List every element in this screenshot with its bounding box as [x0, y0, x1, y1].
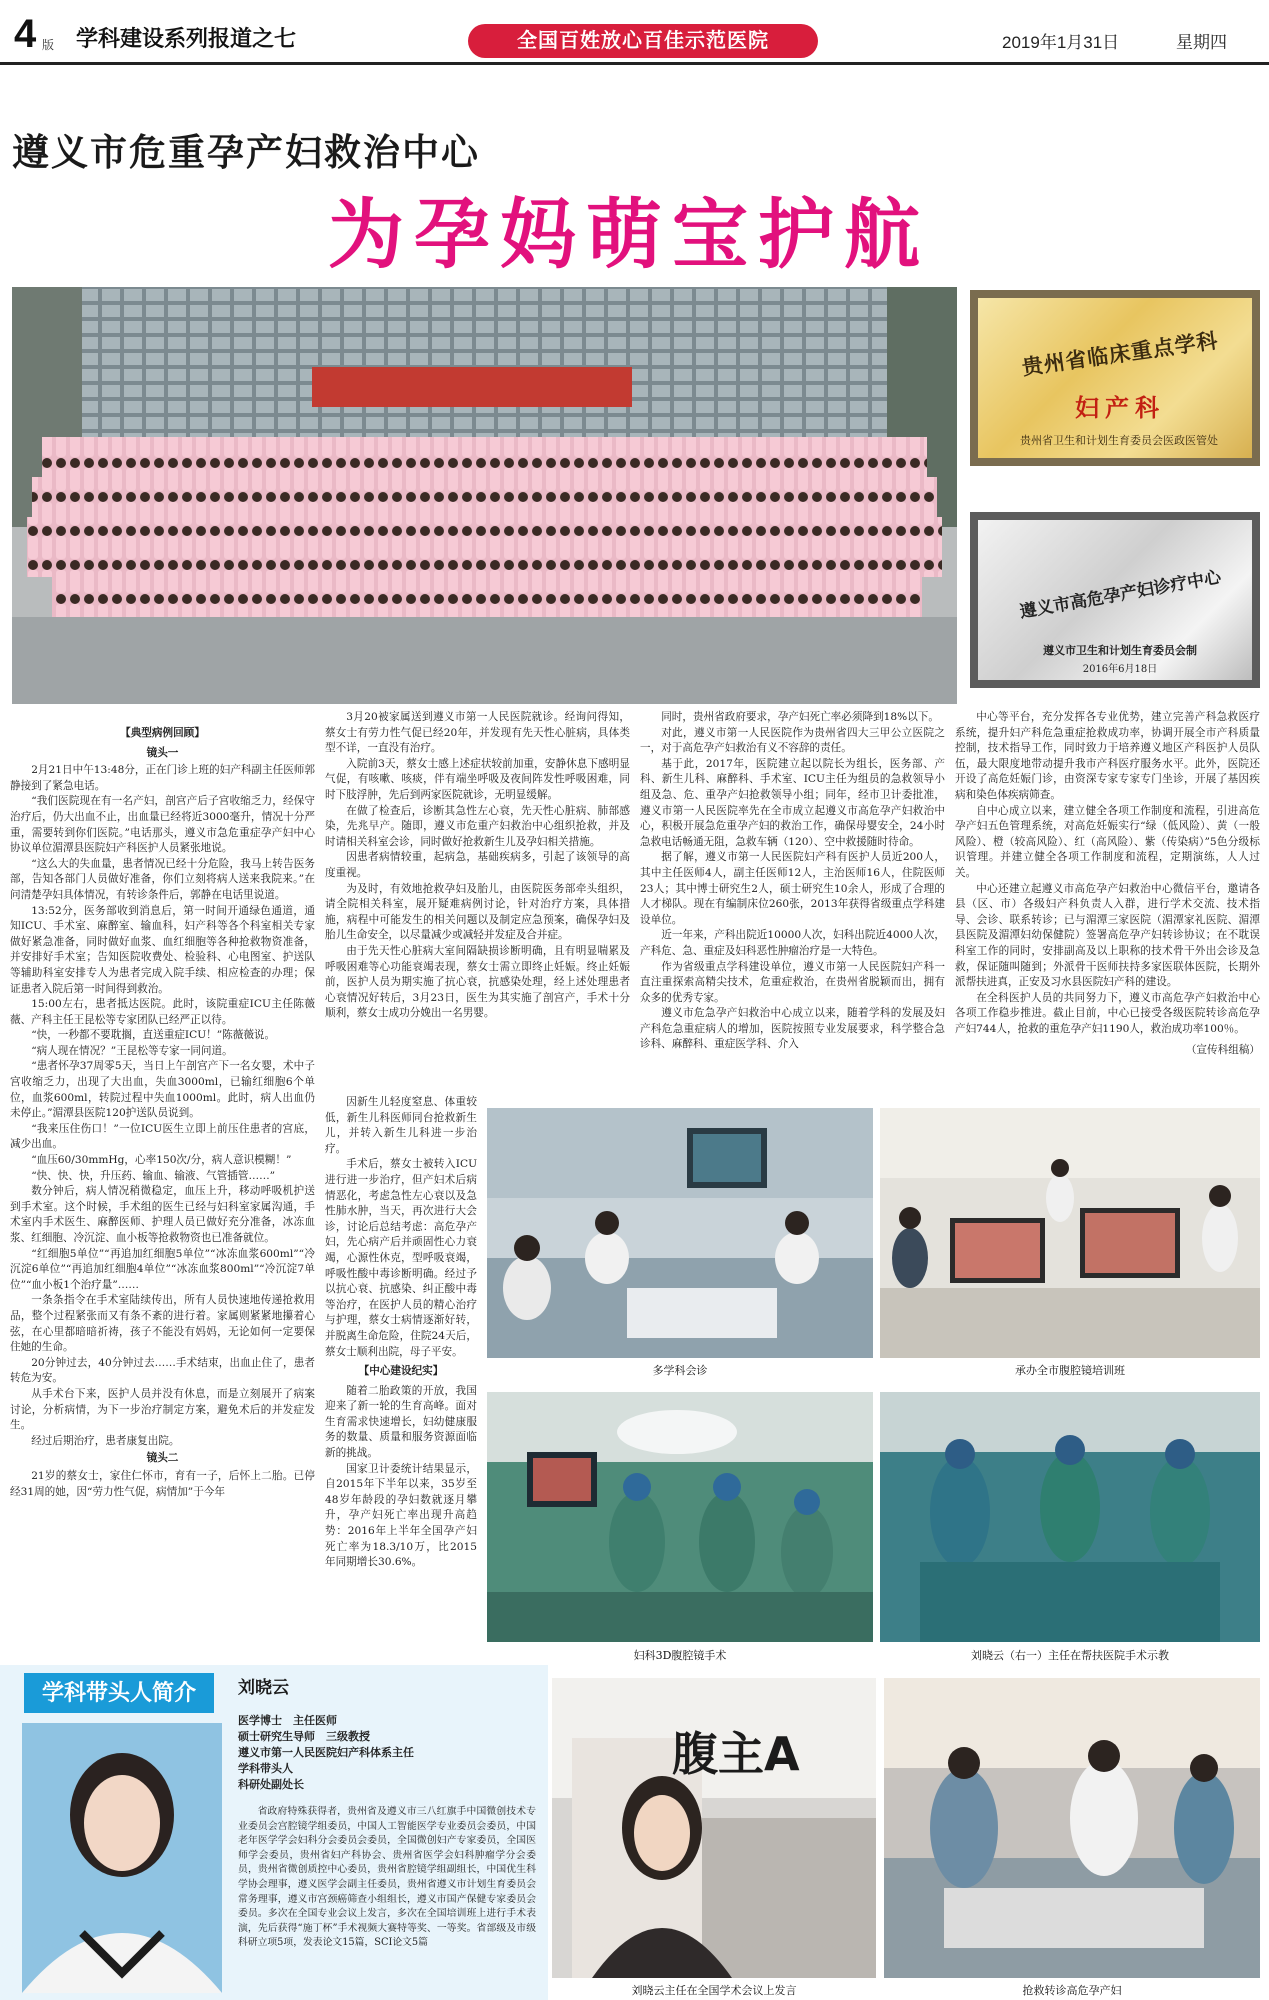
leader-title: 硕士研究生导师 三级教授 [238, 1731, 370, 1743]
plaque2-title: 遵义市高危孕产妇诊疗中心 [1018, 567, 1223, 623]
caption-photo5: 刘晓云主任在全国学术会议上发言 [631, 1984, 797, 1997]
paragraph: 自中心成立以来，建立健全各项工作制度和流程，引进高危孕产妇五色管理系统，对高危妊娠实行“绿（低风险）、黄（一般风险）、橙（较高风险）、红（高风险）、紫（传染病）”5色分级标识管理。并建立健全各项工作制度和流程，定期演练，人人过关。 [955, 804, 1260, 879]
shot2-heading: 镜头二 [146, 1452, 179, 1465]
section-heading-cases: 【典型病例回顾】 [120, 727, 205, 739]
shot1-heading: 镜头一 [146, 746, 179, 759]
paragraph: 遵义市危急孕产妇救治中心成立以来，随着学科的发展及妇产科危急重症病人的增加，医院按照专业发展要求，科学整合急诊科、麻醉科、重症医学科、介入 [640, 1007, 945, 1051]
column-1 [10, 722, 315, 1652]
paragraph: 2月21日中午13:48分，正在门诊上班的妇产科副主任医师郭静接到了紧急电话。 [10, 764, 315, 792]
paragraph: 21岁的蔡女士，家住仁怀市，育有一子，后怀上二胎。已停经31周的她，因“劳力性气促，病情加”于今年 [10, 1469, 315, 1498]
page-number: 4 [14, 12, 37, 56]
paragraph: “快、快、快，升压药、输血、输液、气管插管……” [31, 1169, 276, 1182]
paragraph: 对此，遵义市第一人民医院作为贵州省四大三甲公立医院之一，对于高危孕产妇救治有义不容辞的责任。 [640, 726, 945, 755]
page-ban-label: 版 [42, 38, 55, 52]
paragraph: 从手术台下来，医护人员并没有休息，而是立刻展开了病案讨论，分析病情，为下一步治疗制定方案，避免术后的并发症发生。 [10, 1387, 315, 1432]
discipline-leader-box [0, 1665, 548, 2000]
column-2 [325, 710, 630, 1095]
caption-photo6: 抢救转诊高危孕产妇 [1022, 1984, 1122, 1997]
article-subtitle: 遵义市危重孕产妇救治中心 [12, 130, 480, 174]
plaque1-title: 贵州省临床重点学科 [1020, 327, 1220, 380]
photo-emergency-transfer [884, 1678, 1260, 1978]
caption-photo3: 妇科3D腹腔镜手术 [633, 1649, 727, 1662]
paragraph: 中心等平台，充分发挥各专业优势，建立完善产科急救医疗系统，提升妇产科危急重症抢救成功率，协调开展全市产科质量控制，技术指导工作，同时致力于培养遵义地区产科医护人员队伍，最大限度地带动提升我市产科医疗服务水平。此外，医院还开设了高危妊娠门诊，由资深专家专家专门坐诊，开展了基因疾病和染色体疾病筛查。 [955, 711, 1260, 801]
photo-academic-conference [552, 1678, 876, 1978]
leader-title-list [238, 1713, 538, 1793]
plaque1-issuer: 贵州省卫生和计划生育委员会医政医管处 [1020, 434, 1218, 447]
paragraph: 中心还建立起遵义市高危孕产妇救治中心微信平台，邀请各县（区、市）各级妇产科负责人入群，进行学术交流、技术指导、会诊、联系转诊；已与湄潭三家医院（湄潭家礼医院、湄潭县医院及湄潭妇幼保健院）签署高危孕产妇转诊协议；在不耽误科室工作的同时，安排副高及以上职称的技术骨干外出会诊及急救，保证随叫随到；外派骨干医师扶持多家医联体医院，长期外派帮扶进真，正安及习水县医院妇产科的建设。 [955, 882, 1260, 989]
paragraph: 20分钟过去，40分钟过去……手术结束，出血止住了，患者转危为安。 [10, 1356, 315, 1385]
paragraph: 为及时，有效地抢救孕妇及胎儿，由医院医务部牵头组织，请全院相关科室，展开疑难病例讨论，针对治疗方案，具体措施，病程中可能发生的相关问题以及制定应急预案，确保孕妇及胎儿生命安全，以尽量减少或减轻并发症及合并症。 [325, 882, 630, 942]
paragraph: 由于先天性心脏病大室间隔缺损诊断明确，且有明显喘累及呼吸困难等心功能衰竭表现，蔡女士需立即终止妊娠。终止妊娠前，医护人员为期实施了抗心衰，抗感染处理，经上述处理患者心衰情况好转后，3月23日，医生为其实施了剖宫产，手术十分顺利，蔡女士成功分娩出一名男婴。 [325, 944, 630, 1020]
paragraph: 数分钟后，病人情况稍微稳定，血压上升，移动呼吸机护送到手术室。这个时候，手术组的医生已经与妇科室家属沟通，手术室内手术医生、麻醉医师、护理人员已做好充分准备，冰冻血浆、红细胞、冷沉淀、血小板等抢救物资也已准备就位。 [10, 1185, 315, 1244]
hospital-slogan-badge: 全国百姓放心百佳示范医院 [468, 24, 818, 58]
paragraph: “快，一秒都不要耽搁，直送重症ICU！”陈薇薇说。 [31, 1029, 276, 1042]
paragraph: 据了解，遵义市第一人民医院妇产科有医护人员近200人，其中主任医师4人，副主任医师12人，主治医师16人，住院医师23人；其中博士研究生2人，硕士研究生10余人，形成了合理的人才梯队。现在有编制床位260张，2013年获得省级重点学科建设单位。 [640, 851, 945, 926]
paragraph: “血压60/30mmHg，心率150次/分，病人意识模糊！” [31, 1154, 292, 1167]
plaque2-issuer: 遵义市卫生和计划生育委员会制 [1043, 644, 1197, 657]
plaque-high-risk-center [970, 512, 1260, 688]
paragraph: “我来压住伤口！”一位ICU医生立即上前压住患者的宫底，减少出血。 [10, 1122, 315, 1151]
paragraph: “患者怀孕37周零5天，当日上午剖宫产下一名女婴，术中子宫收缩乏力，出现了大出血，失血3000ml，已输红细胞6个单位，血浆600ml，转院过程中失血1000ml。此时，病人出血仍未停止。”湄潭县医院120护送队员说到。 [10, 1060, 315, 1120]
paragraph: 经过后期治疗，患者康复出院。 [31, 1434, 180, 1447]
paragraph: “红细胞5单位”“再追加红细胞5单位”“冰冻血浆600ml”“冷沉淀6单位”“再追加红细胞4单位”“冰冻血浆800ml”“冷沉淀7单位”“血小板1个治疗量”…… [10, 1247, 315, 1291]
section-heading-center: 【中心建设纪实】 [358, 1365, 444, 1378]
photo-multidisciplinary-consult [487, 1108, 873, 1358]
caption-photo2: 承办全市腹腔镜培训班 [1015, 1364, 1125, 1377]
paragraph: 一条条指令在手术室陆续传出，所有人员快速地传递抢救用品，整个过程紧张而又有条不紊的进行着。家属则紧紧地攥着心弦，在心里都暗暗祈祷，孩子不能没有妈妈，无论如何一定要保住她的生命。 [10, 1294, 315, 1354]
photo-laparoscopy-training [880, 1108, 1260, 1358]
series-title: 学科建设系列报道之七 [76, 26, 297, 51]
paragraph: “我们医院现在有一名产妇，剖宫产后子宫收缩乏力，经保守治疗后，仍大出血不止，出血量已经将近3000毫升，情况十分严重，需要转到你们医院。”电话那头，遵义市急危重症孕产妇中心协议单位湄潭县医院妇产科医护人员紧张地说。 [10, 795, 315, 855]
paragraph: 入院前3天，蔡女士感上述症状较前加重，安静休息下感明显气促，有咳嗽、咳痰，伴有端坐呼吸及夜间阵发性呼吸困难，同时下肢浮肿，先后到两家医院就诊，无明显缓解。 [325, 757, 630, 801]
column-2-lower [325, 1095, 477, 1655]
paragraph: 同时，贵州省政府要求，孕产妇死亡率必须降到18%以下。 [661, 711, 939, 723]
issue-weekday: 星期四 [1176, 33, 1227, 52]
paragraph: 3月20被家属送到遵义市第一人民医院就诊。经询问得知，蔡女士有劳力性气促已经20年，并发现有先天性心脏病，具体类型不详，一直没有治疗。 [325, 711, 630, 755]
caption-photo4: 刘晓云（右一）主任在帮扶医院手术示教 [971, 1649, 1169, 1662]
caption-photo1: 多学科会诊 [652, 1364, 708, 1377]
leader-name: 刘晓云 [238, 1678, 289, 1698]
leader-title: 科研处副处长 [238, 1779, 304, 1791]
group-photo [12, 287, 957, 704]
paragraph: 近一年来，产科出院近10000人次，妇科出院近4000人次，产科危、急、重症及妇科恶性肿瘤治疗是一大特色。 [640, 929, 945, 957]
conference-screen-text: 腹主A [672, 1727, 800, 1781]
paragraph: 作为省级重点学科建设单位，遵义市第一人民医院妇产科一直注重探索高精尖技术，危重症救治，在贵州省脱颖而出，拥有众多的优秀专家。 [640, 960, 945, 1004]
photo-3d-laparoscopic-surgery [487, 1392, 873, 1642]
paragraph: “病人现在情况？”王昆松等专家一同问道。 [31, 1044, 233, 1057]
paragraph: 手术后，蔡女士被转入ICU进行进一步治疗，但产妇术后病情恶化，考虑急性左心衰以及急性肺水肿，当天，再次进行大会诊，讨论后总结考虑：高危孕产妇，先心病产后并顽固性心力衰竭，心源性休克，型呼吸衰竭，呼吸性酸中毒诊断明确。经过予以抗心衰、抗感染、纠正酸中毒等治疗，在医护人员的精心治疗与护理，蔡女士病情逐渐好转，并脱离生命危险，住院24天后，蔡女士顺利出院，母子平安。 [325, 1158, 477, 1358]
paragraph: 因患者病情较重，起病急，基础疾病多，引起了该领导的高度重视。 [325, 851, 630, 879]
article-signature: （宣传科组稿） [1185, 1044, 1260, 1057]
paragraph: “这么大的失血量，患者情况已经十分危险，我马上转告医务部，告知各部门人员做好准备，你们立刻将病人送来我院来。”在问清楚孕妇具体情况，有转诊条件后，郭静在电话里说道。 [10, 857, 315, 901]
paragraph: 随着二胎政策的开放，我国迎来了新一轮的生育高峰。面对生育需求快速增长，妇幼健康服务的数量、质量和服务资源面临新的挑战。 [325, 1384, 477, 1460]
leader-bio: 省政府特殊获得者，贵州省及遵义市三八红旗手中国微创技术专业委员会宫腔镜学组委员，中国人工智能医学专业委员会委员，中国老年医学学会妇科分会委员会委员，全国微创妇产专家委员，全国医师学会委员，贵州省妇产科协会、贵州省医学会妇科肿瘤学分会委员，贵州省微创质控中心委员，贵州省腔镜学组副组长，中国优生科学协会理事，遵义医学会副主任委员，贵州省遵义市计划生育委员会常务理事，遵义市宫颈癌筛查小组组长，遵义市国产保健专家委员会委员。多次在全国专业会议上发言，多次在全国培训班上进行手术表演，先后获得“施丁杯”手术视频大赛特等奖、一等奖。省部级及市级科研立项5项，发表论文15篇，SCI论文5篇 [238, 1806, 536, 1949]
plaque2-date: 2016年6月18日 [1082, 664, 1158, 675]
paragraph: 在全科医护人员的共同努力下，遵义市高危孕产妇救治中心各项工作稳步推进。截止目前，中心已接受各级医院转诊高危孕产妇744人，抢救的重危孕产妇1190人，救治成功率100％。 [955, 991, 1260, 1035]
leader-title: 遵义市第一人民医院妇产科体系主任 [238, 1747, 414, 1759]
plaque-clinical-key-discipline [970, 290, 1260, 466]
column-4 [955, 710, 1260, 1100]
leader-box-title: 学科带头人简介 [24, 1673, 214, 1713]
article-headline: 为孕妈萌宝护航 [328, 190, 930, 279]
leader-title: 学科带头人 [238, 1763, 293, 1775]
paragraph: 国家卫计委统计结果显示，自2015年下半年以来，35岁至48岁年龄段的孕妇数就逐月攀升，孕产妇死亡率出现升高趋势：2016年上半年全国孕产妇死亡率为18.3/10万，比2015年同期增长30.6%。 [325, 1462, 477, 1569]
leader-title: 医学博士 主任医师 [238, 1715, 337, 1727]
plaque1-department: 妇产科 [1075, 393, 1165, 422]
paragraph: 13:52分，医务部收到消息后，第一时间开通绿色通道，通知ICU、手术室、麻醉室、输血科，妇产科等各个科室相关专家做好紧急准备，同时做好血浆、血红细胞等各种抢救物资准备，并安排好手术室；告知医院收费处、检验科、心电图室、护送队等辅助科室安排专人为患者完成入院手续、相应检查的办理；保证患者入院后第一时间得到救治。 [10, 904, 315, 995]
photo-surgery-teaching [880, 1392, 1260, 1642]
issue-date: 2019年1月31日 [1002, 33, 1120, 52]
paragraph: 因新生儿轻度窒息、体重较低，新生儿科医师同台抢救新生儿，并转入新生儿科进一步治疗。 [325, 1096, 477, 1155]
paragraph: 15:00左右，患者抵达医院。此时，该院重症ICU主任陈薇薇、产科主任王昆松等专家团队已经严正以待。 [10, 998, 315, 1026]
paragraph: 在做了检查后，诊断其急性左心衰，先天性心脏病、肺部感染，先兆早产。随即，遵义市危重产妇救治中心组织抢救，并及时请相关科室会诊，同时做好抢救新生儿及孕妇相关措施。 [325, 804, 630, 848]
paragraph: 基于此，2017年，医院建立起以院长为组长，医务部、产科、新生儿科、麻醉科、手术室、ICU主任为组员的急救领导小组及急、危、重孕产妇抢救领导小组；同年，经市卫计委批准，遵义市第一人民医院率先在全市成立起遵义市高危孕产妇救治中心，积极开展急危重孕产妇的救治工作，确保母婴安全，24小时急救电话畅通无阻，急救车辆（120）、空中救援随时待命。 [640, 757, 945, 848]
leader-portrait [22, 1723, 222, 1993]
column-3 [640, 710, 945, 1100]
